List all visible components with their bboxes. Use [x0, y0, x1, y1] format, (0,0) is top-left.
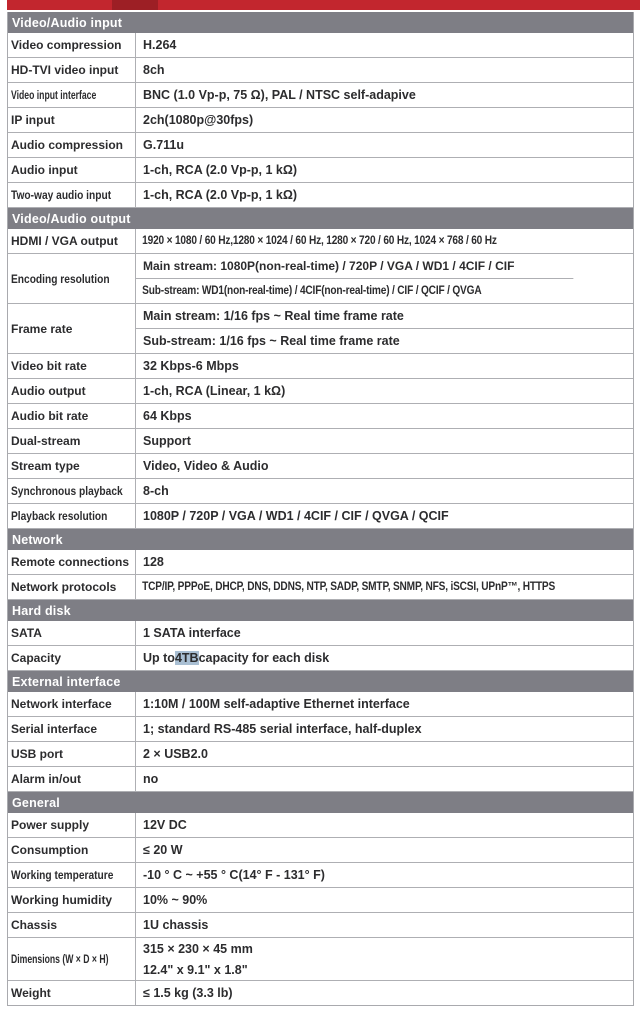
spec-row-value — [136, 692, 633, 716]
spec-row-label — [8, 575, 136, 599]
spec-row-label — [8, 404, 136, 428]
spec-value-line: Main stream: 1080P(non-real-time) / 720P / VGA / WD1 / 4CIF / CIF — [143, 259, 515, 273]
section-header-2: Network — [8, 529, 633, 550]
spec-row-label-text: Video bit rate — [11, 359, 87, 373]
spec-row-label-text: Two-way audio input — [11, 188, 112, 202]
spec-row-value — [136, 83, 633, 107]
spec-value-line: 315 × 230 × 45 mm — [143, 941, 253, 956]
spec-value-line: 12.4" x 9.1" x 1.8" — [143, 962, 248, 977]
spec-row-label-text: Dimensions (W × D × H) — [11, 952, 109, 966]
spec-row — [8, 742, 633, 767]
spec-value-line: no — [143, 772, 159, 786]
spec-row-value — [136, 108, 633, 132]
spec-value-line: 1; standard RS-485 serial interface, half-duplex — [143, 722, 422, 736]
spec-value-line: TCP/IP, PPPoE, DHCP, DNS, DDNS, NTP, SADP, SMTP, SNMP, NFS, iSCSI, UPnP™, HTTPS — [142, 581, 556, 593]
spec-row-value — [136, 621, 633, 645]
highlighted-text: 4TB — [174, 651, 199, 665]
section-header-4: External interface — [8, 671, 633, 692]
spec-row-label — [8, 767, 136, 791]
spec-value-line: Up to 4TB capacity for each disk — [143, 651, 330, 665]
spec-row-label — [8, 108, 136, 132]
spec-row-label-text: Synchronous playback — [11, 484, 123, 498]
spec-row-label-text: Dual-stream — [11, 434, 81, 448]
spec-value-line: 128 — [143, 555, 164, 569]
spec-row-value — [136, 454, 633, 478]
spec-row-label-text: HD-TVI video input — [11, 63, 119, 77]
spec-row-label-text: Network interface — [11, 697, 112, 711]
spec-row-value — [136, 404, 633, 428]
spec-row — [8, 254, 633, 304]
spec-row-label-text: Chassis — [11, 918, 58, 932]
spec-value-line: BNC (1.0 Vp-p, 75 Ω), PAL / NTSC self-adapive — [143, 88, 416, 102]
spec-row-value — [136, 813, 633, 837]
spec-row-label-text: Weight — [11, 986, 51, 1000]
spec-row-label-text: Stream type — [11, 459, 80, 473]
spec-row-value — [136, 888, 633, 912]
spec-row-label — [8, 479, 136, 503]
section-header-5: General — [8, 792, 633, 813]
spec-row — [8, 404, 633, 429]
spec-row-label-text: Audio compression — [11, 138, 124, 152]
spec-value-line: 10% ~ 90% — [143, 893, 208, 907]
spec-row — [8, 379, 633, 404]
spec-row-label — [8, 913, 136, 937]
spec-row-label — [8, 133, 136, 157]
spec-row-value — [136, 379, 633, 403]
spec-row-label — [8, 717, 136, 741]
spec-row-label-text: USB port — [11, 747, 63, 761]
spec-row — [8, 838, 633, 863]
spec-row-label-text: Power supply — [11, 818, 90, 832]
spec-value-line: 1920 × 1080 / 60 Hz,1280 × 1024 / 60 Hz, 1280 × 720 / 60 Hz, 1024 × 768 / 60 Hz — [142, 235, 497, 247]
spec-row-value — [136, 429, 633, 453]
spec-row — [8, 354, 633, 379]
spec-row-label-text: HDMI / VGA output — [11, 234, 118, 248]
spec-row — [8, 33, 633, 58]
spec-row-label — [8, 58, 136, 82]
spec-row-label-text: Working humidity — [11, 893, 113, 907]
spec-row — [8, 133, 633, 158]
spec-row — [8, 550, 633, 575]
spec-row-label — [8, 888, 136, 912]
spec-row-label-text: Video input interface — [11, 88, 97, 102]
spec-row — [8, 58, 633, 83]
spec-row-label — [8, 938, 136, 980]
spec-row — [8, 229, 633, 254]
spec-row-label — [8, 621, 136, 645]
spec-row-label — [8, 304, 136, 353]
spec-table — [7, 12, 634, 1006]
spec-row-value — [136, 767, 633, 791]
spec-row — [8, 504, 633, 529]
spec-row-label-text: Audio output — [11, 384, 86, 398]
spec-row-label — [8, 813, 136, 837]
spec-row-label-text: Video compression — [11, 38, 122, 52]
spec-row-label — [8, 646, 136, 670]
spec-row-label — [8, 981, 136, 1005]
spec-row-value — [136, 304, 633, 353]
spec-row-label-text: Audio input — [11, 163, 78, 177]
spec-row-label — [8, 229, 136, 253]
spec-row — [8, 913, 633, 938]
spec-row-value — [136, 33, 633, 57]
spec-row-label — [8, 158, 136, 182]
spec-value-line: 32 Kbps-6 Mbps — [143, 359, 239, 373]
spec-row — [8, 429, 633, 454]
spec-row-label — [8, 550, 136, 574]
spec-row — [8, 646, 633, 671]
spec-row-value — [136, 550, 633, 574]
spec-value-line: Video, Video & Audio — [143, 459, 269, 473]
spec-row-value — [136, 913, 633, 937]
spec-row-label — [8, 863, 136, 887]
section-header-0: Video/Audio input — [8, 12, 633, 33]
spec-row — [8, 981, 633, 1005]
spec-row-label — [8, 838, 136, 862]
spec-row — [8, 158, 633, 183]
spec-value-line: Sub-stream: WD1(non-real-time) / 4CIF(non-real-time) / CIF / QCIF / QVGA — [136, 278, 573, 303]
section-header-1: Video/Audio output — [8, 208, 633, 229]
spec-row-value — [136, 504, 633, 528]
spec-row — [8, 575, 633, 600]
spec-row — [8, 888, 633, 913]
spec-row-label-text: Network protocols — [11, 580, 117, 594]
spec-row-label — [8, 254, 136, 303]
spec-value-line: ≤ 20 W — [143, 843, 183, 857]
spec-row-label — [8, 692, 136, 716]
spec-row — [8, 938, 633, 981]
spec-row — [8, 813, 633, 838]
spec-row-value — [136, 229, 633, 253]
spec-value-line: Support — [143, 434, 191, 448]
spec-row-label-text: SATA — [11, 626, 42, 640]
spec-row — [8, 108, 633, 133]
spec-row-label — [8, 429, 136, 453]
spec-row-value — [136, 354, 633, 378]
spec-row — [8, 692, 633, 717]
spec-row — [8, 863, 633, 888]
spec-value-line: Sub-stream: 1/16 fps ~ Real time frame rate — [136, 328, 633, 353]
spec-row — [8, 717, 633, 742]
spec-value-line: 1-ch, RCA (2.0 Vp-p, 1 kΩ) — [143, 188, 298, 202]
section-header-3: Hard disk — [8, 600, 633, 621]
spec-row-value — [136, 981, 633, 1005]
spec-value-line: G.711u — [143, 138, 184, 152]
spec-row-label — [8, 33, 136, 57]
spec-row-label-text: Alarm in/out — [11, 772, 82, 786]
spec-row-value — [136, 58, 633, 82]
spec-value-line: 2 × USB2.0 — [143, 747, 208, 761]
spec-row-label — [8, 183, 136, 207]
spec-value-line: 1U chassis — [143, 918, 209, 932]
spec-row-label-text: IP input — [11, 113, 55, 127]
spec-row-value — [136, 742, 633, 766]
spec-row — [8, 183, 633, 208]
spec-row-label-text: Playback resolution — [11, 509, 108, 523]
spec-value-line: 8-ch — [143, 484, 169, 498]
spec-row-value — [136, 158, 633, 182]
top-red-bar — [7, 0, 640, 10]
spec-row-label — [8, 83, 136, 107]
spec-row-label-text: Encoding resolution — [11, 271, 110, 286]
spec-row-value — [136, 133, 633, 157]
spec-value-line: 2ch(1080p@30fps) — [143, 113, 254, 127]
spec-value-line: 1:10M / 100M self-adaptive Ethernet interface — [143, 697, 410, 711]
spec-row-value — [136, 575, 633, 599]
spec-row-value — [136, 479, 633, 503]
spec-row — [8, 479, 633, 504]
spec-row-label-text: Remote connections — [11, 555, 130, 569]
spec-row — [8, 767, 633, 792]
spec-row — [8, 83, 633, 108]
spec-row-value — [136, 838, 633, 862]
spec-value-line: H.264 — [143, 38, 177, 52]
spec-value-line: -10 ° C ~ +55 ° C(14° F - 131° F) — [143, 868, 325, 882]
spec-row — [8, 621, 633, 646]
spec-row-label — [8, 454, 136, 478]
spec-row — [8, 454, 633, 479]
spec-value-line: 12V DC — [143, 818, 187, 832]
spec-row-label-text: Serial interface — [11, 722, 98, 736]
spec-row-label-text: Audio bit rate — [11, 409, 89, 423]
spec-row-label-text: Working temperature — [11, 868, 114, 882]
spec-value-line: 8ch — [143, 63, 165, 77]
spec-row-value — [136, 646, 633, 670]
spec-row-value — [136, 863, 633, 887]
spec-value-line: 1-ch, RCA (Linear, 1 kΩ) — [143, 384, 286, 398]
spec-value-line: 1-ch, RCA (2.0 Vp-p, 1 kΩ) — [143, 163, 298, 177]
spec-row-value — [136, 717, 633, 741]
spec-row-label — [8, 742, 136, 766]
top-red-bar-dark-segment — [112, 0, 158, 10]
spec-row-value — [136, 254, 633, 303]
spec-value-line: ≤ 1.5 kg (3.3 lb) — [143, 986, 233, 1000]
spec-value-line: 64 Kbps — [143, 409, 192, 423]
spec-row-label-text: Frame rate — [11, 321, 73, 336]
spec-row-label-text: Capacity — [11, 651, 62, 665]
spec-value-line: 1 SATA interface — [143, 626, 241, 640]
spec-row-value — [136, 183, 633, 207]
spec-row-value — [136, 938, 633, 980]
spec-row-label — [8, 504, 136, 528]
spec-row — [8, 304, 633, 354]
spec-row-label-text: Consumption — [11, 843, 89, 857]
spec-value-line: 1080P / 720P / VGA / WD1 / 4CIF / CIF / QVGA / QCIF — [143, 509, 449, 523]
spec-value-line: Main stream: 1/16 fps ~ Real time frame rate — [143, 309, 404, 323]
spec-row-label — [8, 354, 136, 378]
spec-row-label — [8, 379, 136, 403]
